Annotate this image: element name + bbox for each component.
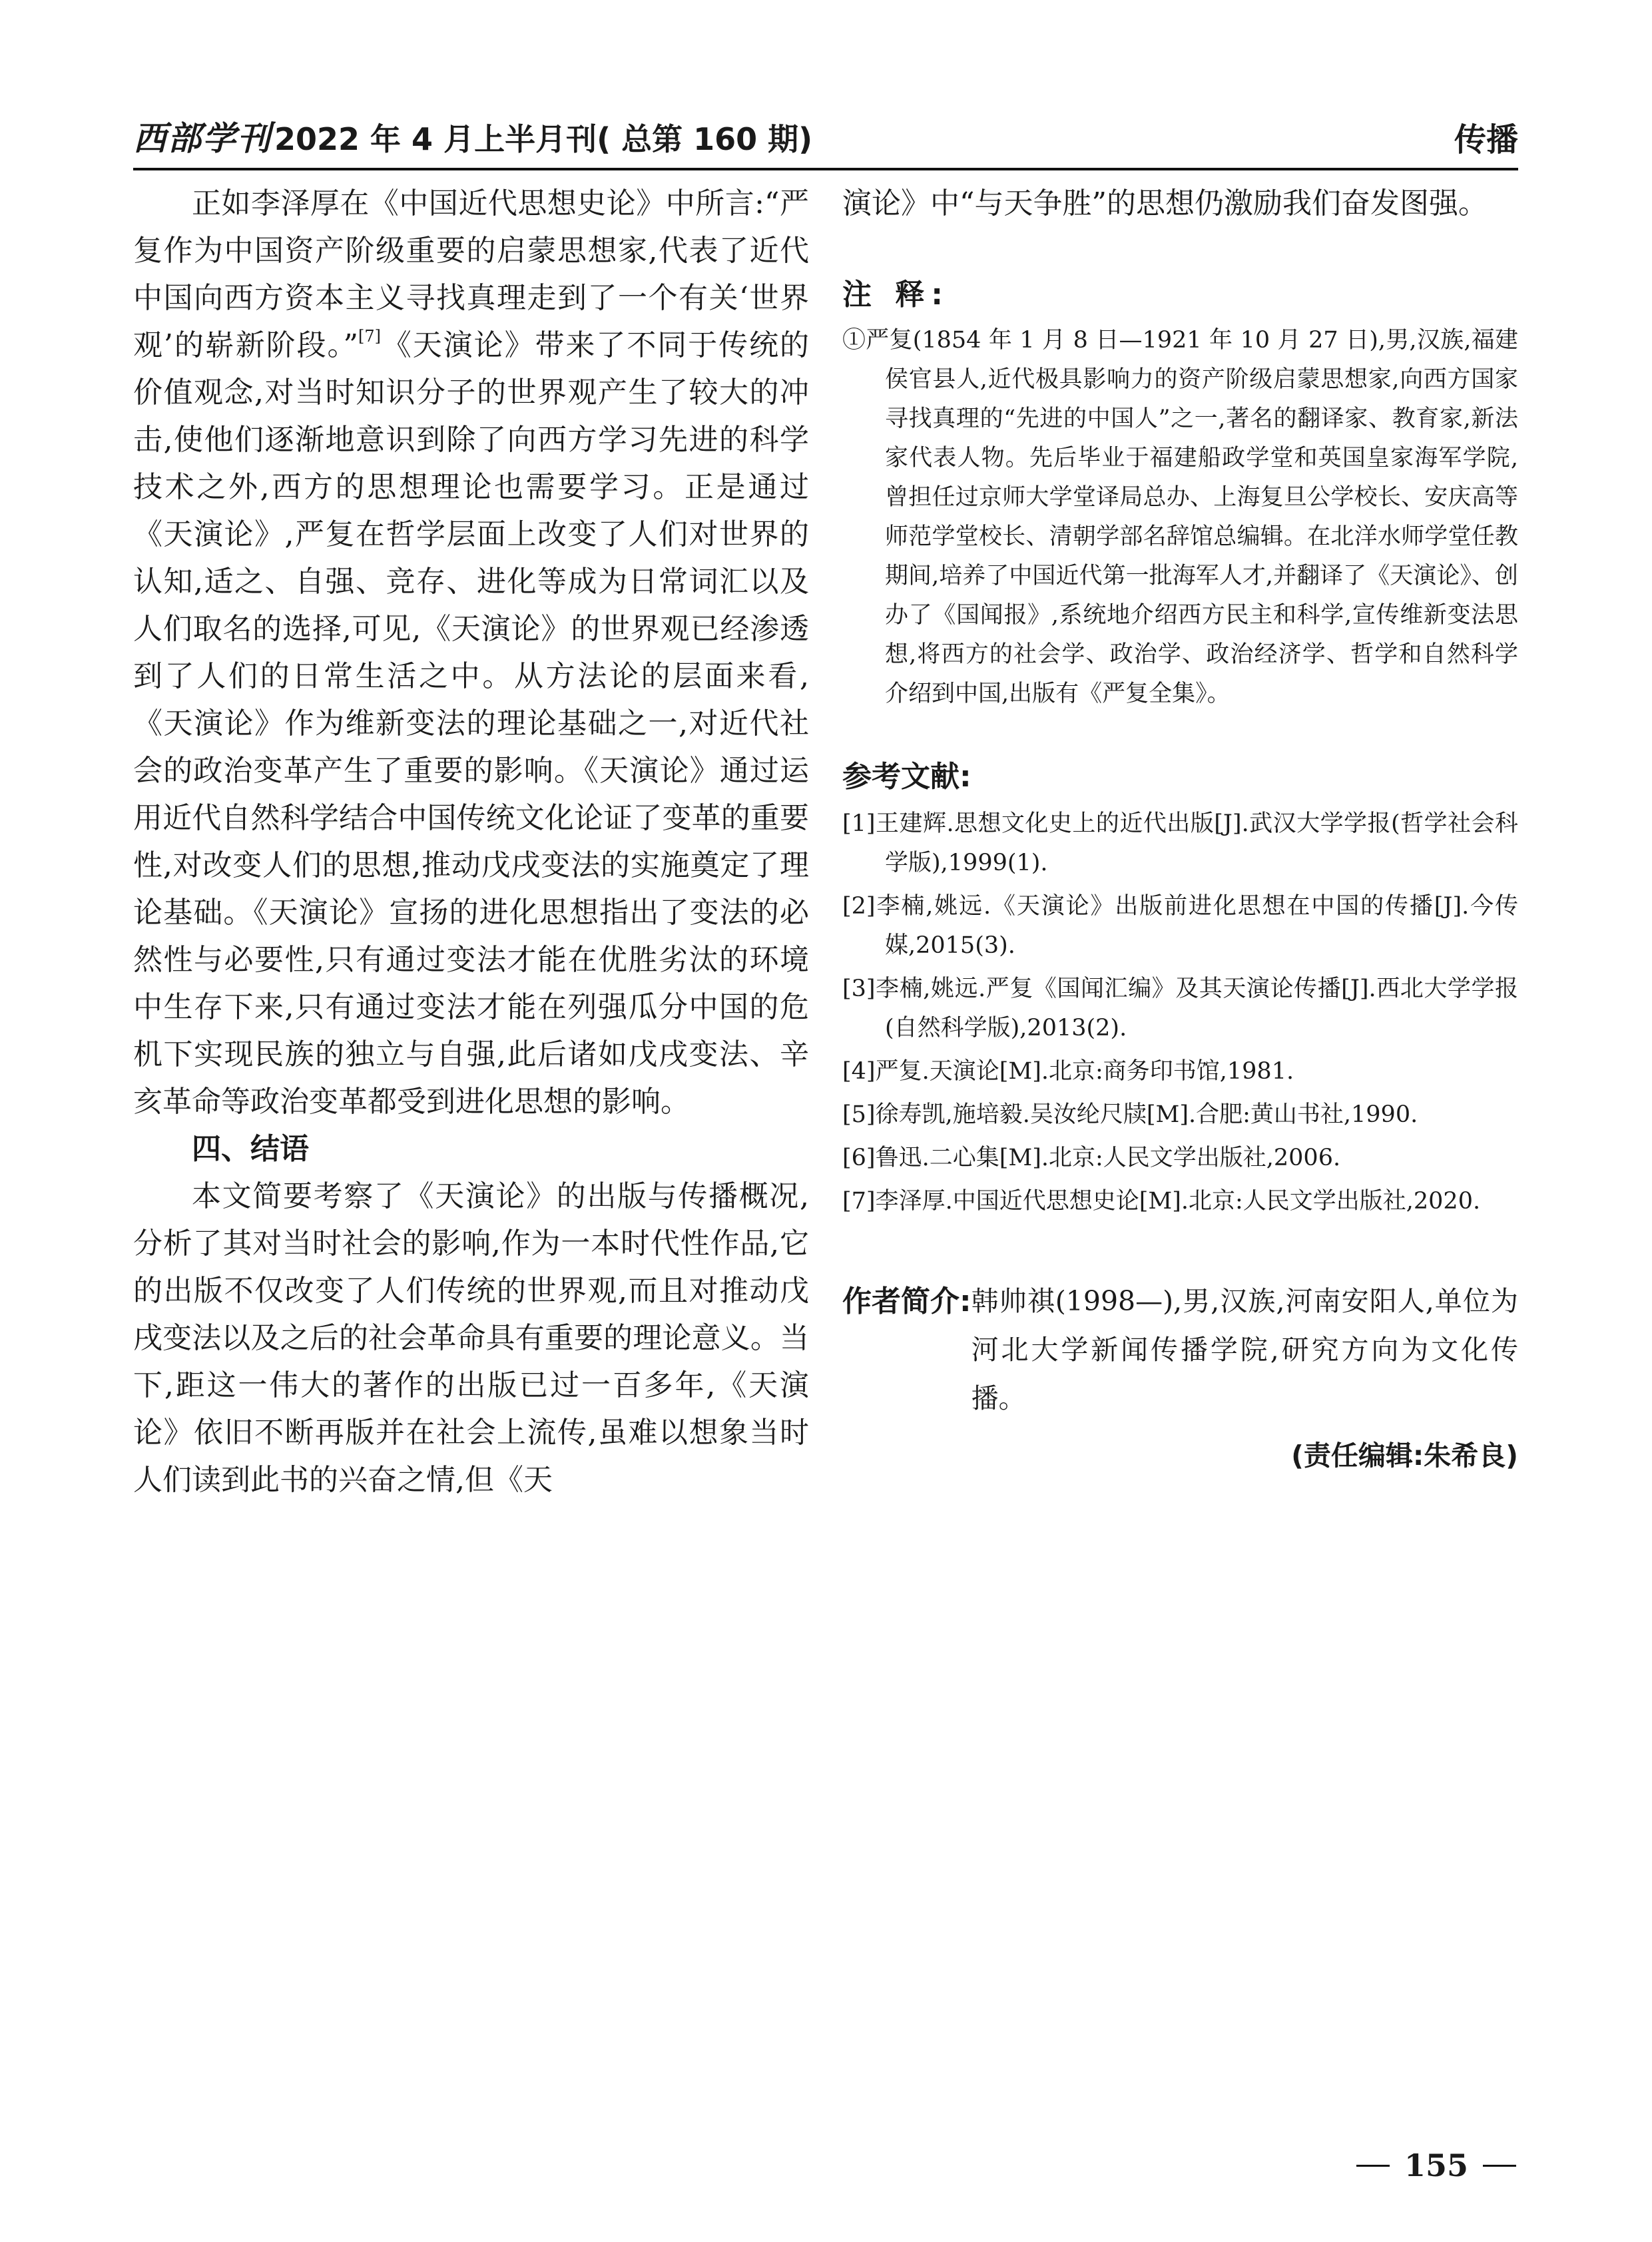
page-number: 155 <box>1404 2147 1469 2183</box>
author-label: 作者简介: <box>842 1284 971 1318</box>
references-title: 参考文献: <box>842 760 971 794</box>
body-text-right <box>842 180 1518 227</box>
notes-title: 注 释: <box>842 278 950 312</box>
note-item: ①严复(1854 年 1 月 8 日—1921 年 10 月 27 日),男,汉族,福建侯官县人,近代极具影响力的资产阶级启蒙思想家,向西方国家寻找真理的“先进的中国人”之一,著名的翻译家、教育家,新法家代表人物。先后毕业于福建船政学堂和英国皇家海军学院,曾担任过京师大学堂译局总办、上海复旦公学校长、安庆高等师范学堂校长、清朝学部名辞馆总编辑。在北洋水师学堂任教期间,培养了中国近代第一批海军人才,并翻译了《天演论》、创办了《国闻报》,系统地介绍西方民主和科学,宣传维新变法思想,将西方的社会学、政治学、政治经济学、哲学和自然科学介绍到中国,出版有《严复全集》。 <box>842 327 1518 707</box>
reference-item: [6]鲁迅.二心集[M].北京:人民文学出版社,2006. <box>842 1145 1341 1171</box>
right-column <box>842 180 1518 1473</box>
paragraph <box>133 180 809 1125</box>
body-text-left <box>133 180 809 1504</box>
section-name: 传播 <box>1454 121 1518 158</box>
journal-info <box>133 112 812 160</box>
section-heading: 四、结语 <box>192 1132 309 1166</box>
issue-info: 2022 年 4 月上半月刊( 总第 160 期) <box>274 121 813 157</box>
reference-item: [7]李泽厚.中国近代思想史论[M].北京:人民文学出版社,2020. <box>842 1188 1481 1215</box>
reference-item: [3]李楠,姚远.严复《国闻汇编》及其天演论传播[J].西北大学学报(自然科学版),2013(2). <box>842 976 1518 1041</box>
paragraph: 演论》中“与天争胜”的思想仍激励我们奋发图强。 <box>842 186 1488 220</box>
reference-item: [4]严复.天演论[M].北京:商务印书馆,1981. <box>842 1058 1294 1085</box>
journal-logo: 西部学刊 <box>133 119 272 158</box>
dash-left <box>1356 2165 1390 2167</box>
paragraph: 本文简要考察了《天演论》的出版与传播概况,分析了其对当时社会的影响,作为一本时代性作品,它的出版不仅改变了人们传统的世界观,而且对推动戊戌变法以及之后的社会革命具有重要的理论意义。当下,距这一伟大的著作的出版已过一百多年,《天演论》依旧不断再版并在社会上流传,虽难以想象当时人们读到此书的兴奋之情,但《天 <box>133 1179 809 1497</box>
dash-right <box>1483 2165 1516 2167</box>
left-column <box>133 180 809 1504</box>
page-header <box>133 113 1518 160</box>
reference-item: [2]李楠,姚远.《天演论》出版前进化思想在中国的传播[J].今传媒,2015(3). <box>842 893 1518 959</box>
author-text: 韩帅祺(1998—),男,汉族,河南安阳人,单位为河北大学新闻传播学院,研究方向为文化传播。 <box>971 1285 1518 1414</box>
paragraph-text: 《天演论》带来了不同于传统的价值观念,对当时知识分子的世界观产生了较大的冲击,使他们逐渐地意识到除了向西方学习先进的科学技术之外,西方的思想理论也需要学习。正是通过《天演论》,严复在哲学层面上改变了人们对世界的认知,适之、自强、竞存、进化等成为日常词汇以及人们取名的选择,可见,《天演论》的世界观已经渗透到了人们的日常生活之中。从方法论的层面来看,《天演论》作为维新变法的理论基础之一,对近代社会的政治变革产生了重要的影响。《天演论》通过运用近代自然科学结合中国传统文化论证了变革的重要性,对改变人们的思想,推动戊戌变法的实施奠定了理论基础。《天演论》宣扬的进化思想指出了变法的必然性与必要性,只有通过变法才能在优胜劣汰的环境中生存下来,只有通过变法才能在列强瓜分中国的危机下实现民族的独立与自强,此后诸如戊戌变法、辛亥革命等政治变革都受到进化思想的影响。 <box>133 328 810 1119</box>
references-list <box>842 804 1518 1221</box>
header-rule <box>133 168 1518 170</box>
reference-item: [1]王建辉.思想文化史上的近代出版[J].武汉大学学报(哲学社会科学版),1999(1). <box>842 810 1518 876</box>
reference-item: [5]徐寿凯,施培毅.吴汝纶尺牍[M].合肥:黄山书社,1990. <box>842 1101 1418 1128</box>
citation: [7] <box>358 327 381 346</box>
author-bio <box>842 1277 1518 1423</box>
editor-credit: (责任编辑:朱希良) <box>1291 1440 1518 1472</box>
page-number-footer <box>1342 2147 1531 2183</box>
paragraph-text: 正如李泽厚在《中国近代思想史论》中所言:“严复作为中国资产阶级重要的启蒙思想家,代表了近代中国向西方资本主义寻找真理走到了一个有关‘世界观’的崭新阶段。” <box>133 186 809 362</box>
